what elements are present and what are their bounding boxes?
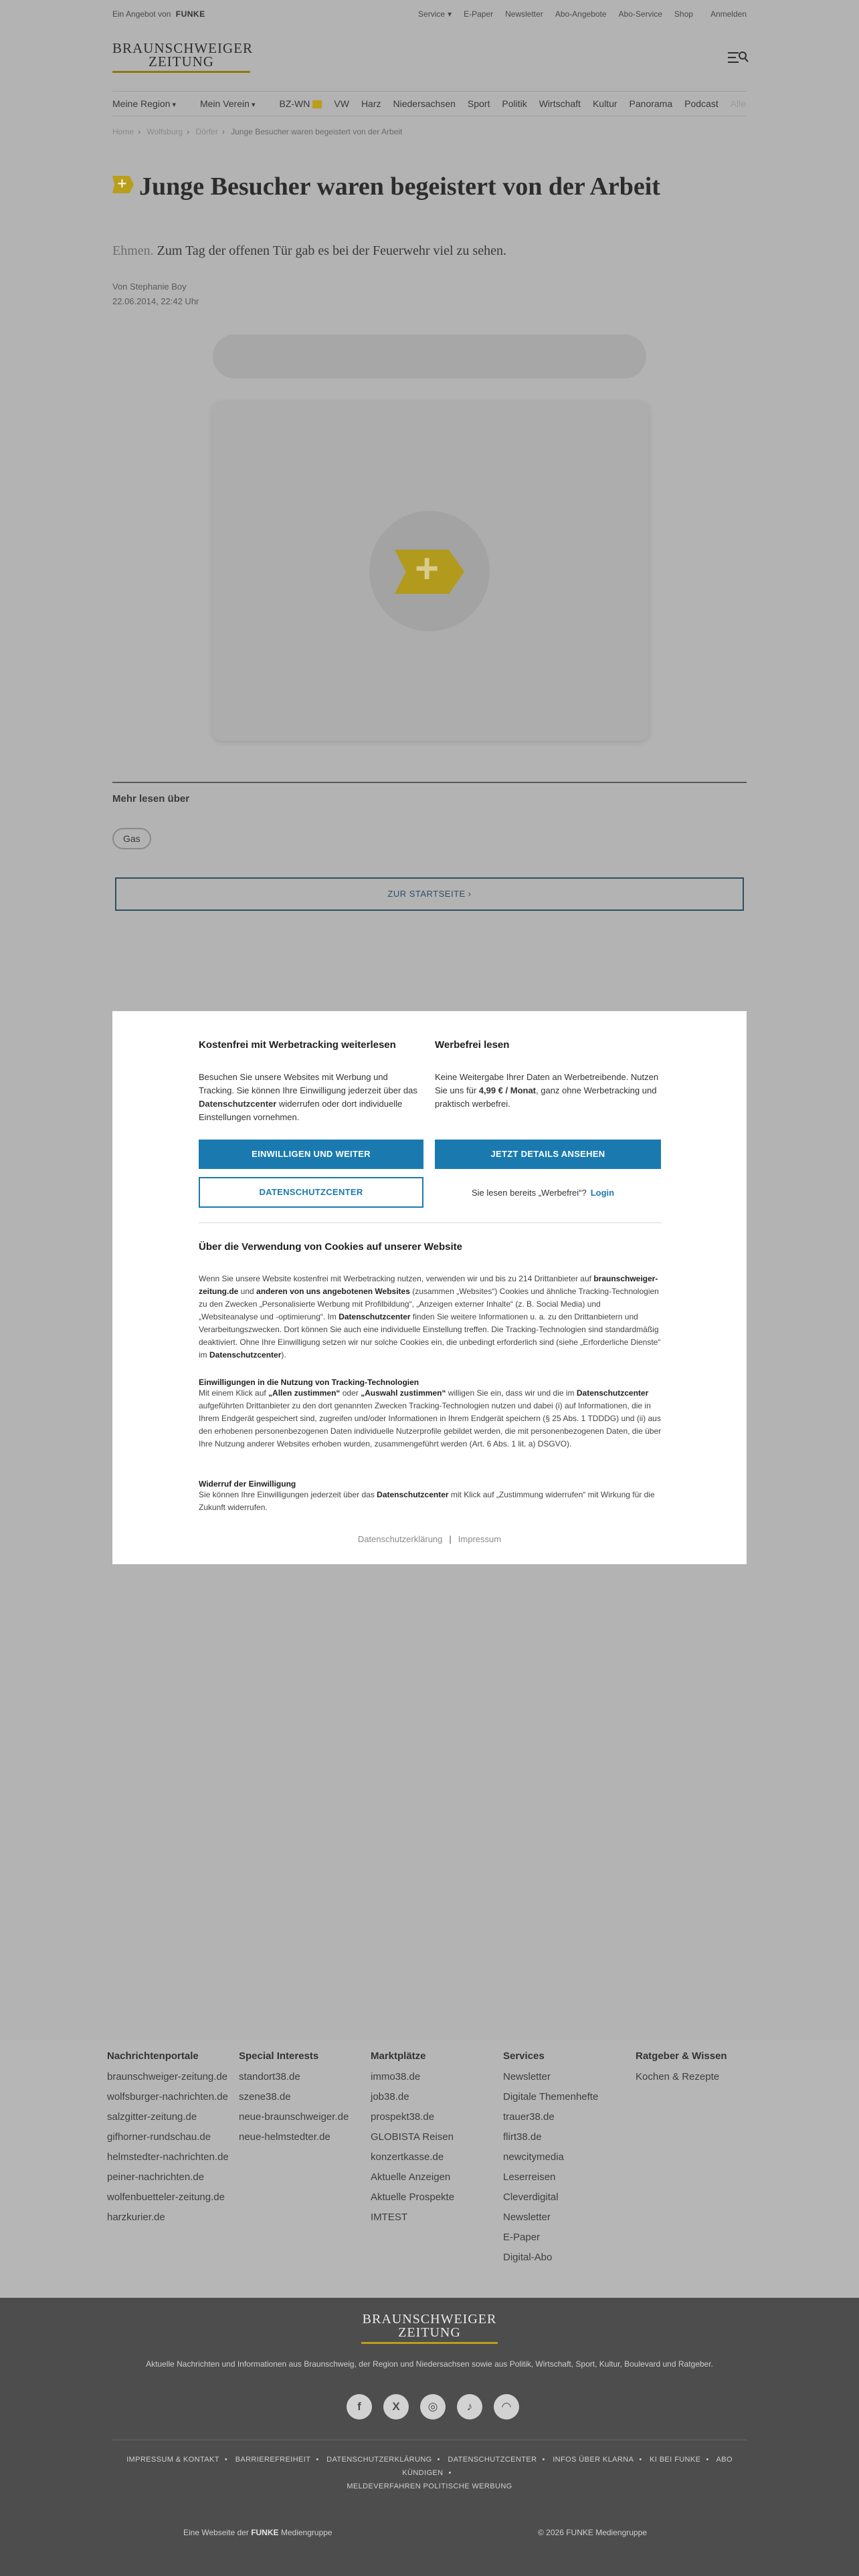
footer-link[interactable]: szene38.de [239,2091,291,2103]
privacy-center-button[interactable]: DATENSCHUTZCENTER [199,1177,423,1208]
footer-col-news-portals: Nachrichtenportale braunschweiger-zeitung.de wolfsburger-nachrichten.de salzgitter-zeitung.de gifhorner-rundschau.de helmstedter-nachrichten.de peiner-nachrichten.de wolfenbuetteler-zeitung.de harzkurier.de [107,2050,234,2230]
footer-link[interactable]: Aktuelle Prospekte [371,2191,455,2203]
legal-link[interactable]: MELDEVERFAHREN POLITISCHE WERBUNG [347,2482,512,2490]
legal-link[interactable]: IMPRESSUM & KONTAKT [126,2456,219,2464]
footer-link[interactable]: braunschweiger-zeitung.de [107,2071,228,2082]
footer-link[interactable]: wolfsburger-nachrichten.de [107,2091,228,2103]
nav-item-vw[interactable]: VW [334,98,349,109]
footer-link[interactable]: standort38.de [239,2071,300,2082]
footer-link[interactable]: Newsletter [503,2071,551,2082]
consent-usage-section: Einwilligungen in die Nutzung von Tracking-Technologien Mit einem Klick auf „Allen zustimmen“ oder „Auswahl zustimmen“ willigen Sie ein, dass wir und die im Datenschutzcenter aufgeführten Drittanbieter zu den dort genannten Zwecken Tracking-Technologien nutzen und dabei (i) auf Informationen, die in Ihrem Endgerät gespeichert sind, zugreifen und/oder Informationen in Ihrem Endgerät speichern (§ 25 Abs. 1 TDDDG) und (ii) aus den erhobenen personenbezogenen Daten individuelle Nutzerprofile gebildet werden, die mit personenbezogenen Daten, die über Ihre Nutzung anderer Websites erhoben wurden, zusammengeführt werden (Art. 6 Abs. 1 lit. a) DSGVO). [199,1378,662,1448]
nav-item-kultur[interactable]: Kultur [592,98,617,109]
nav-my-club[interactable]: Mein Verein ▾ [200,98,256,109]
nav-my-region[interactable]: Meine Region ▾ [112,98,176,109]
consent-footer-links: Datenschutzerklärung | Impressum [357,1534,502,1544]
consent-dialog [112,1011,747,1564]
legal-link[interactable]: KI BEI FUNKE [650,2456,701,2464]
divider [199,1222,662,1223]
consent-login-link[interactable]: Login [590,1188,615,1198]
copyright: © 2026 FUNKE Mediengruppe [538,2528,647,2537]
page-title: +Junge Besucher waren begeistert von der Arbeit [112,171,661,202]
legal-link[interactable]: DATENSCHUTZCENTER [448,2456,537,2464]
breadcrumb-home[interactable]: Home [112,127,134,136]
rss-icon[interactable]: ◠ [494,2394,519,2420]
footer-col-marketplaces: Marktplätze immo38.de job38.de prospekt38.de GLOBISTA Reisen konzertkasse.de Aktuelle Anzeigen Aktuelle Prospekte IMTEST [371,2050,498,2230]
footer-link[interactable]: neue-braunschweiger.de [239,2111,349,2123]
footer-col-services: Services Newsletter Digitale Themenhefte trauer38.de flirt38.de newcitymedia Leserreisen Cleverdigital Newsletter E-Paper Digital-Abo [503,2050,630,2270]
social-links [347,2394,519,2420]
paywall-placeholder-card [213,401,649,741]
paywall-placeholder-bar [213,334,646,379]
utility-link-newsletter[interactable]: Newsletter [505,9,543,19]
footer-col-special-interests: Special Interests standort38.de szene38.de neue-braunschweiger.de neue-helmstedter.de [239,2050,366,2150]
footer-link[interactable]: Aktuelle Anzeigen [371,2171,451,2183]
breadcrumb-current: Junge Besucher waren begeistert von der Arbeit [231,127,403,136]
footer-link[interactable]: salzgitter-zeitung.de [107,2111,197,2123]
imprint-link[interactable]: Impressum [458,1534,502,1544]
already-subscribed: Sie lesen bereits „Werbefrei“? Login [472,1188,615,1198]
footer-link[interactable]: newcitymedia [503,2151,564,2163]
utility-link-abo-angebote[interactable]: Abo-Angebote [555,9,607,19]
utility-links [418,9,747,19]
publisher-note: Eine Webseite der FUNKE Mediengruppe [183,2528,332,2537]
publish-date: 22.06.2014, 22:42 Uhr [112,296,199,306]
footer-col-guides: Ratgeber & Wissen Kochen & Rezepte [636,2050,763,2090]
offer-label: Ein Angebot von FUNKE [112,9,205,19]
nav-item-podcast[interactable]: Podcast [684,98,719,109]
consent-tracking-option: Kostenfrei mit Werbetracking weiterlesen Besuchen Sie unsere Websites mit Werbung und Tracking. Sie können Ihre Einwilligung jederzeit über das Datenschutzcenter widerrufen oder dort individuelle Einstellungen vornehmen. [199,1039,417,1122]
revoke-section: Widerruf der Einwilligung Sie können Ihre Einwilligungen jederzeit über das Datenschutzcenter mit Klick auf „Zustimmung widerrufen“ mit Wirkung für die Zukunft widerrufen. [199,1479,655,1512]
legal-link[interactable]: BARRIEREFREIHEIT [235,2456,311,2464]
footer-link[interactable]: trauer38.de [503,2111,555,2123]
footer-link[interactable]: Newsletter [503,2212,551,2223]
footer-link[interactable]: prospekt38.de [371,2111,435,2123]
site-logo[interactable]: BRAUNSCHWEIGER ZEITUNG [112,41,250,73]
footer-link[interactable]: job38.de [371,2091,409,2103]
consent-adfree-option: Werbefrei lesen Keine Weitergabe Ihrer Daten an Werbetreibende. Nutzen Sie uns für 4,99 € / Monat, ganz ohne Werbetracking und praktisch werbefrei. [435,1039,659,1109]
footer-links [0,2040,859,2298]
funke-logo[interactable]: FUNKE [175,9,205,19]
accept-and-continue-button[interactable]: EINWILLIGEN UND WEITER [199,1140,423,1169]
menu-search-icon[interactable] [728,49,747,66]
plus-badge-icon [112,176,134,193]
nav-item-wirtschaft[interactable]: Wirtschaft [539,98,581,109]
cookie-info-section: Über die Verwendung von Cookies auf unserer Website Wenn Sie unsere Website kostenfrei mit Werbetracking nutzen, verwenden wir und bis zu 214 Drittanbieter auf braunschweiger-zeitung.de und anderen von uns angebotenen Websites (zusammen „Websites“) Cookies und ähnliche Tracking-Technologien zu den Zwecken „Personalisierte Werbung mit Profilbildung“, „Anzeigen externer Inhalte“ (z. B. Social Media) und „Websiteanalyse und -optimierung“. Im Datenschutzcenter finden Sie weitere Informationen u. a. zu den Drittanbietern und Verarbeitungszwecken. Dort können Sie auch eine individuelle Einstellung treffen. Die Tracking-Technologien sind standardmäßig deaktiviert. Ohne Ihre Einwilligung setzen wir nur solche Cookies ein, die unbedingt erforderlich sind (siehe „Erforderliche Dienste“ im Datenschutzcenter). [199,1241,661,1360]
utility-link-service[interactable]: Service [418,9,446,19]
footer-link[interactable]: E-Paper [503,2232,541,2243]
site-footer [0,2298,859,2576]
nav-item-alle[interactable]: Alle [730,98,747,109]
footer-link[interactable]: Leserreisen [503,2171,556,2183]
utility-link-shop[interactable]: Shop [674,9,693,19]
author: Von Stephanie Boy [112,282,187,292]
footer-logo[interactable]: BRAUNSCHWEIGER ZEITUNG [361,2313,498,2344]
footer-link[interactable]: harzkurier.de [107,2212,165,2223]
utility-link-abo-service[interactable]: Abo-Service [618,9,662,19]
privacy-policy-link[interactable]: Datenschutzerklärung [357,1534,443,1544]
login-link[interactable]: Anmelden [710,9,747,19]
nav-item-panorama[interactable]: Panorama [629,98,673,109]
footer-link[interactable]: konzertkasse.de [371,2151,444,2163]
tiktok-icon[interactable]: ♪ [457,2394,482,2420]
nav-item-sport[interactable]: Sport [467,98,490,109]
legal-link[interactable]: ABO KÜNDIGEN [402,2456,733,2477]
to-homepage-button[interactable]: ZUR STARTSEITE › [115,877,744,911]
nav-item-politik[interactable]: Politik [502,98,527,109]
breadcrumb-wolfsburg[interactable]: Wolfsburg [147,127,183,136]
plus-badge-icon [312,100,322,108]
footer-link[interactable]: Kochen & Rezepte [636,2071,720,2082]
footer-link[interactable]: immo38.de [371,2071,421,2082]
footer-link[interactable]: Digital-Abo [503,2252,553,2263]
top-utility-bar [0,0,859,29]
article-teaser: Ehmen. Zum Tag der offenen Tür gab es bei der Feuerwehr viel zu sehen. [112,243,506,258]
utility-link-epaper[interactable]: E-Paper [464,9,494,19]
topic-tag-gas[interactable]: Gas [112,828,151,849]
legal-link[interactable]: DATENSCHUTZERKLÄRUNG [326,2456,432,2464]
footer-link[interactable]: Cleverdigital [503,2191,559,2203]
main-navigation [112,91,747,116]
view-details-button[interactable]: JETZT DETAILS ANSEHEN [435,1140,661,1169]
more-reading-title: Mehr lesen über [112,793,190,804]
footer-link[interactable]: neue-helmstedter.de [239,2131,330,2143]
breadcrumb: Home › Wolfsburg › Dörfer › Junge Besucher waren begeistert von der Arbeit [112,127,403,136]
footer-link[interactable]: GLOBISTA Reisen [371,2131,454,2143]
footer-description: Aktuelle Nachrichten und Informationen aus Braunschweig, der Region und Niedersachsen sowie aus Politik, Wirtschaft, Sport, Kultur, Boulevard und Ratgeber. [146,2359,713,2369]
footer-link[interactable]: gifhorner-rundschau.de [107,2131,211,2143]
article-byline [112,280,199,309]
facebook-icon[interactable]: f [347,2394,372,2420]
nav-item-niedersachsen[interactable]: Niedersachsen [393,98,456,109]
header [0,29,859,88]
footer-link[interactable]: wolfenbuetteler-zeitung.de [107,2191,225,2203]
nav-item-harz[interactable]: Harz [361,98,381,109]
legal-links: IMPRESSUM & KONTAKT • BARRIEREFREIHEIT • DATENSCHUTZERKLÄRUNG • DATENSCHUTZCENTER • INFOS ÜBER KLARNA • KI BEI FUNKE • ABO KÜNDIGEN • MELDEVERFAHREN POLITISCHE WERBUNG [126,2456,733,2490]
x-icon[interactable]: X [383,2394,409,2420]
footer-link[interactable]: helmstedter-nachrichten.de [107,2151,229,2163]
instagram-icon[interactable]: ◎ [420,2394,446,2420]
footer-link[interactable]: flirt38.de [503,2131,542,2143]
legal-link[interactable]: INFOS ÜBER KLARNA [553,2456,634,2464]
footer-link[interactable]: IMTEST [371,2212,407,2223]
breadcrumb-doerfer[interactable]: Dörfer [195,127,218,136]
divider [112,782,747,783]
chevron-down-icon[interactable]: ▾ [448,9,452,19]
footer-link[interactable]: Digitale Themenhefte [503,2091,599,2103]
nav-item-bz-wn[interactable]: BZ-WN [279,98,322,109]
footer-link[interactable]: peiner-nachrichten.de [107,2171,205,2183]
